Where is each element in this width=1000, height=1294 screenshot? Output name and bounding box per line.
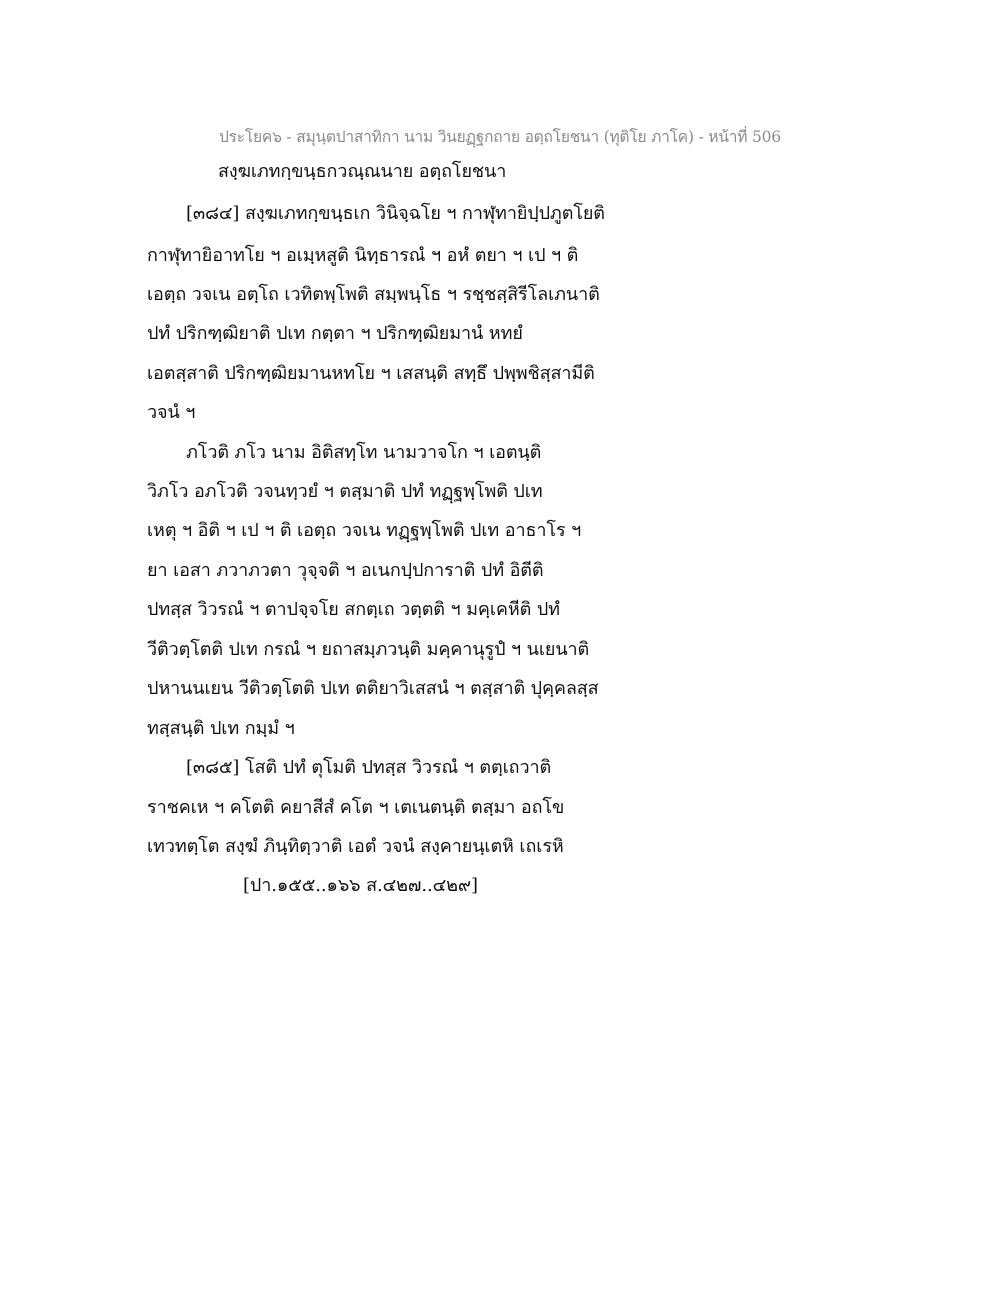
text-line: เอตสฺสาติ ปริกฑฺฒิยมานหทโย ฯ เสสนฺติ สทฺธึ ปพฺพชิสฺสามีติ: [147, 363, 595, 384]
text-line: ราชคเห ฯ คโตติ คยาสีสํ คโต ฯ เตเนตนฺติ ตสฺมา อถโข: [147, 797, 565, 818]
text-line: กาฬุทายิอาทโย ฯ อเมฺหสูติ นิทฺธารณํ ฯ อหํ ตยา ฯ เป ฯ ติ: [147, 245, 579, 266]
text-line: เหตุ ฯ อิติ ฯ เป ฯ ติ เอตฺถ วจเน ทฏฺฐพฺโพติ ปเท อาธาโร ฯ: [147, 520, 582, 541]
text-line: ปทํ ปริกฑฺฒิยาติ ปเท กตฺตา ฯ ปริกฑฺฒิยมานํ หทยํ: [147, 323, 523, 344]
text-line: ทสฺสนฺติ ปเท กมฺมํ ฯ: [147, 718, 295, 739]
text-line: ปทสฺส วิวรณํ ฯ ตาปจฺจโย สกตฺเถ วตฺตติ ฯ มคฺเคหีติ ปทํ: [147, 599, 560, 620]
text-line: เอตฺถ วจเน อตฺโถ เวทิตพฺโพติ สมฺพนฺโธ ฯ รชฺชสฺสิรีโลเภนาติ: [147, 284, 600, 305]
text-line: [๓๘๕] โสติ ปทํ ตุโมติ ปทสฺส วิวรณํ ฯ ตตฺเถวาติ: [186, 757, 552, 778]
text-line: ปหานนเยน วีติวตฺโตติ ปเท ตติยาวิเสสนํ ฯ ตสฺสาติ ปุคฺคลสฺส: [147, 678, 599, 699]
text-line: วีติวตฺโตติ ปเท กรณํ ฯ ยถาสมฺภวนฺติ มคฺคานุรูปํ ฯ นเยนาติ: [147, 639, 590, 660]
page-header: ประโยค๖ - สมุนฺตปาสาทิกา นาม วินยฏฺฐกถาย อตฺถโยชนา (ทุติโย ภาโค) - หน้าที่ 506: [219, 128, 781, 146]
text-line: ภโวติ ภโว นาม อิติสทฺโท นามวาจโก ฯ เอตนฺติ: [186, 442, 542, 463]
text-line: เทวทตฺโต สงฺฆํ ภินฺทิตฺวาติ เอตํ วจนํ สงฺคายนฺเตหิ เถเรหิ: [147, 836, 564, 857]
section-title: สงฺฆเภทกฺขนฺธกวณฺณนาย อตฺถโยชนา: [218, 161, 507, 182]
text-line: วิภโว อภโวติ วจนทฺวยํ ฯ ตสฺมาติ ปทํ ทฏฺฐพฺโพติ ปเท: [147, 481, 543, 502]
text-line: วจนํ ฯ: [147, 402, 196, 423]
text-line: [๓๘๔] สงฺฆเภทกฺขนฺธเก วินิจฺฉโย ฯ กาฬุทายิปฺปภูตโยติ: [186, 203, 605, 224]
text-line: ยา เอสา ภวาภวตา วุจฺจติ ฯ อเนกปฺปการาติ ปทํ อิตีติ: [147, 560, 544, 581]
reference-note: [ปา.๑๕๕..๑๖๖ ส.๔๒๗..๔๒๙]: [243, 875, 478, 896]
